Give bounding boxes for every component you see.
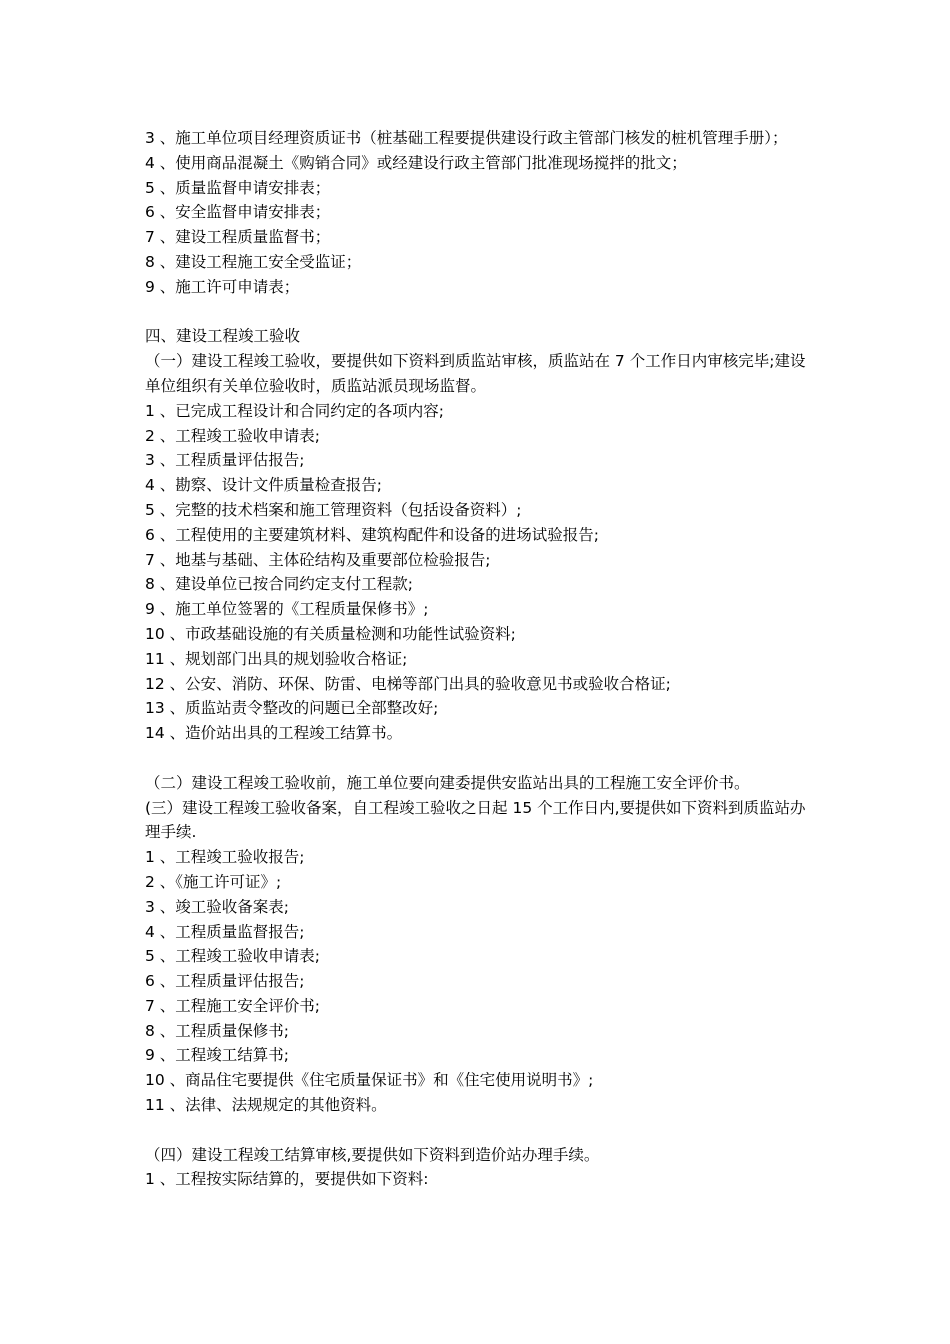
list-item: 9 、工程竣工结算书;: [145, 1046, 290, 1065]
list-item: 5 、工程竣工验收申请表;: [145, 947, 321, 966]
list-item: 6 、安全监督申请安排表；: [145, 203, 331, 222]
paragraph: （二）建设工程竣工验收前，施工单位要向建委提供安监站出具的工程施工安全评价书。: [145, 773, 750, 792]
list-item: 9 、施工单位签署的《工程质量保修书》;: [145, 600, 429, 619]
list-item: 11 、规划部门出具的规划验收合格证;: [145, 649, 408, 668]
paragraph: （一）建设工程竣工验收，要提供如下资料到质监站审核，质监站在 7 个工作日内审核完毕;建设单位组织有关单位验收时，质监站派员现场监督。: [145, 352, 806, 395]
list-item: 4 、勘察、设计文件质量检查报告;: [145, 476, 383, 495]
list-item: 8 、建设工程施工安全受监证；: [145, 252, 362, 271]
list-item: 2 、《施工许可证》;: [145, 872, 282, 891]
list-item: 2 、工程竣工验收申请表;: [145, 426, 321, 445]
list-item: 1 、工程竣工验收报告;: [145, 848, 305, 867]
list-item: 4 、使用商品混凝土《购销合同》或经建设行政主管部门批准现场搅拌的批文；: [145, 153, 687, 172]
list-item: 1 、已完成工程设计和合同约定的各项内容;: [145, 401, 445, 420]
list-item: 3 、竣工验收备案表;: [145, 897, 290, 916]
list-item: 12 、公安、消防、环保、防雷、电梯等部门出具的验收意见书或验收合格证;: [145, 674, 671, 693]
list-item: 6 、工程使用的主要建筑材料、建筑构配件和设备的进场试验报告;: [145, 525, 600, 544]
list-item: 8 、工程质量保修书;: [145, 1021, 290, 1040]
list-item: 10 、市政基础设施的有关质量检测和功能性试验资料;: [145, 624, 516, 643]
list-item: 10 、商品住宅要提供《住宅质量保证书》和《住宅使用说明书》;: [145, 1071, 594, 1090]
list-item: 11 、法律、法规规定的其他资料。: [145, 1096, 387, 1115]
paragraph-spacer: [145, 1118, 815, 1143]
list-item: 6 、工程质量评估报告;: [145, 972, 305, 991]
list-item: 14 、造价站出具的工程竣工结算书。: [145, 724, 403, 743]
paragraph-spacer: [145, 746, 815, 771]
document-body: [145, 126, 815, 1192]
list-item: 7 、地基与基础、主体砼结构及重要部位检验报告;: [145, 550, 491, 569]
section-heading: 四、建设工程竣工验收: [145, 327, 301, 346]
list-item: 5 、完整的技术档案和施工管理资料（包括设备资料）;: [145, 500, 522, 519]
list-item: 3 、施工单位项目经理资质证书（桩基础工程要提供建设行政主管部门核发的桩机管理手册）；: [145, 129, 788, 147]
list-item: 8 、建设单位已按合同约定支付工程款;: [145, 575, 414, 594]
paragraph-spacer: [145, 300, 815, 325]
list-item: 9 、施工许可申请表；: [145, 277, 300, 296]
list-item: 3 、工程质量评估报告;: [145, 451, 305, 470]
paragraph: (三）建设工程竣工验收备案，自工程竣工验收之日起 15 个工作日内,要提供如下资料到质监站办理手续.: [145, 798, 806, 842]
list-item: 5 、质量监督申请安排表；: [145, 178, 331, 197]
list-item: 7 、建设工程质量监督书；: [145, 228, 331, 247]
list-item: 13 、质监站责令整改的问题已全部整改好;: [145, 699, 439, 718]
list-item: 1 、工程按实际结算的，要提供如下资料:: [145, 1170, 429, 1189]
list-item: 4 、工程质量监督报告;: [145, 922, 305, 941]
paragraph: （四）建设工程竣工结算审核,要提供如下资料到造价站办理手续。: [145, 1145, 600, 1164]
list-item: 7 、工程施工安全评价书;: [145, 996, 321, 1015]
